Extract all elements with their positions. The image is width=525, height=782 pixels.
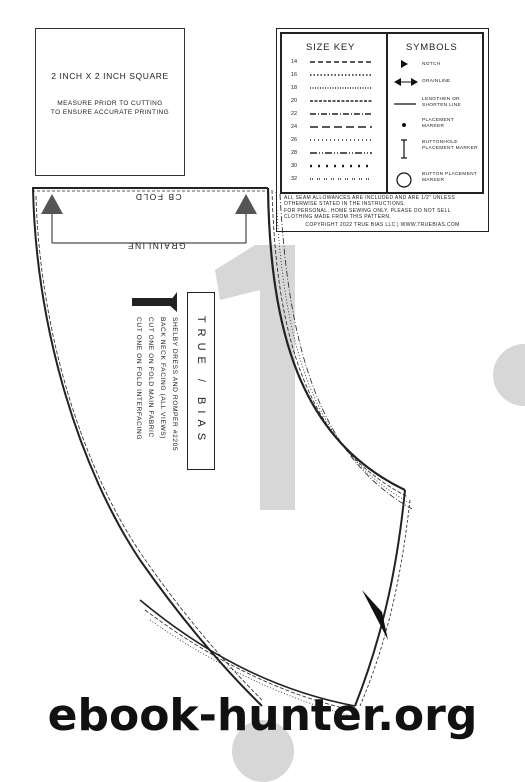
- grainline-label: GRAINLINE: [126, 241, 186, 251]
- size-key-panel: [276, 28, 489, 232]
- pattern-info-line: CUT ONE ON FOLD MAIN FABRIC: [147, 317, 154, 438]
- size-key-inner: [280, 32, 484, 194]
- size-label: 18: [291, 85, 298, 91]
- fold-arrow-right-icon: [235, 194, 257, 214]
- notch-icon: [401, 60, 408, 68]
- watermark-text: ebook-hunter.org: [47, 690, 478, 741]
- symbol-label-button: BUTTON PLACEMENT MARKER: [422, 172, 477, 183]
- pattern-info: [132, 317, 180, 451]
- size-line-samples: [310, 58, 374, 188]
- symbol-icons: [392, 54, 420, 194]
- symbol-label-lengthen: LENGTHEN OR SHORTEN LINE: [422, 97, 461, 108]
- size-key-title: SIZE KEY: [306, 42, 356, 53]
- pattern-info-line: BACK NECK FACING (ALL VIEWS): [159, 317, 166, 440]
- placement-marker-icon: [402, 123, 406, 127]
- symbol-label-placement: PLACEMENT MARKER: [422, 118, 454, 129]
- size-label: 32: [291, 176, 298, 182]
- test-square-instructions: MEASURE PRIOR TO CUTTING TO ENSURE ACCURATE PRINTING: [50, 100, 170, 116]
- copyright: COPYRIGHT 2022 TRUE BIAS LLC | WWW.TRUEBIAS.COM: [305, 222, 460, 228]
- test-square: [35, 28, 185, 176]
- pattern-notes: ALL SEAM ALLOWANCES ARE INCLUDED AND ARE 1/2" UNLESS OTHERWISE STATED IN THE INSTRUCTIONS. FOR PERSONAL, HOME SEWING ONLY. PLEASE DO NOT SELL CLOTHING MADE FROM THIS PATTERN.: [284, 195, 456, 221]
- fold-label: CB FOLD: [134, 192, 182, 202]
- symbols-title: SYMBOLS: [406, 42, 458, 53]
- pattern-info-line: CUT ONE ON FOLD INTERFACING: [135, 317, 142, 441]
- piece-number: [132, 290, 180, 316]
- grainline-icon: [394, 78, 418, 86]
- button-circle-icon: [397, 173, 411, 187]
- size-label: 24: [291, 124, 298, 130]
- key-divider: [386, 34, 388, 192]
- size-label: 28: [291, 150, 298, 156]
- symbol-label-buttonhole: BUTTONHOLE PLACEMENT MARKER: [422, 140, 478, 151]
- size-label: 14: [291, 59, 298, 65]
- size-label: 22: [291, 111, 298, 117]
- pattern-info-line: SHELBY DRESS AND ROMPER #2205: [171, 317, 178, 452]
- symbol-label-grainline: GRAINLINE: [422, 79, 451, 84]
- brand-logo: TRUE / BIAS: [187, 292, 215, 470]
- buttonhole-icon: [401, 140, 407, 158]
- symbol-label-notch: NOTCH: [422, 62, 441, 67]
- size-label: 16: [291, 72, 298, 78]
- size-label: 30: [291, 163, 298, 169]
- size-label: 26: [291, 137, 298, 143]
- test-square-title: 2 INCH X 2 INCH SQUARE: [51, 71, 169, 81]
- size-label: 20: [291, 98, 298, 104]
- fold-arrow-left-icon: [41, 194, 63, 214]
